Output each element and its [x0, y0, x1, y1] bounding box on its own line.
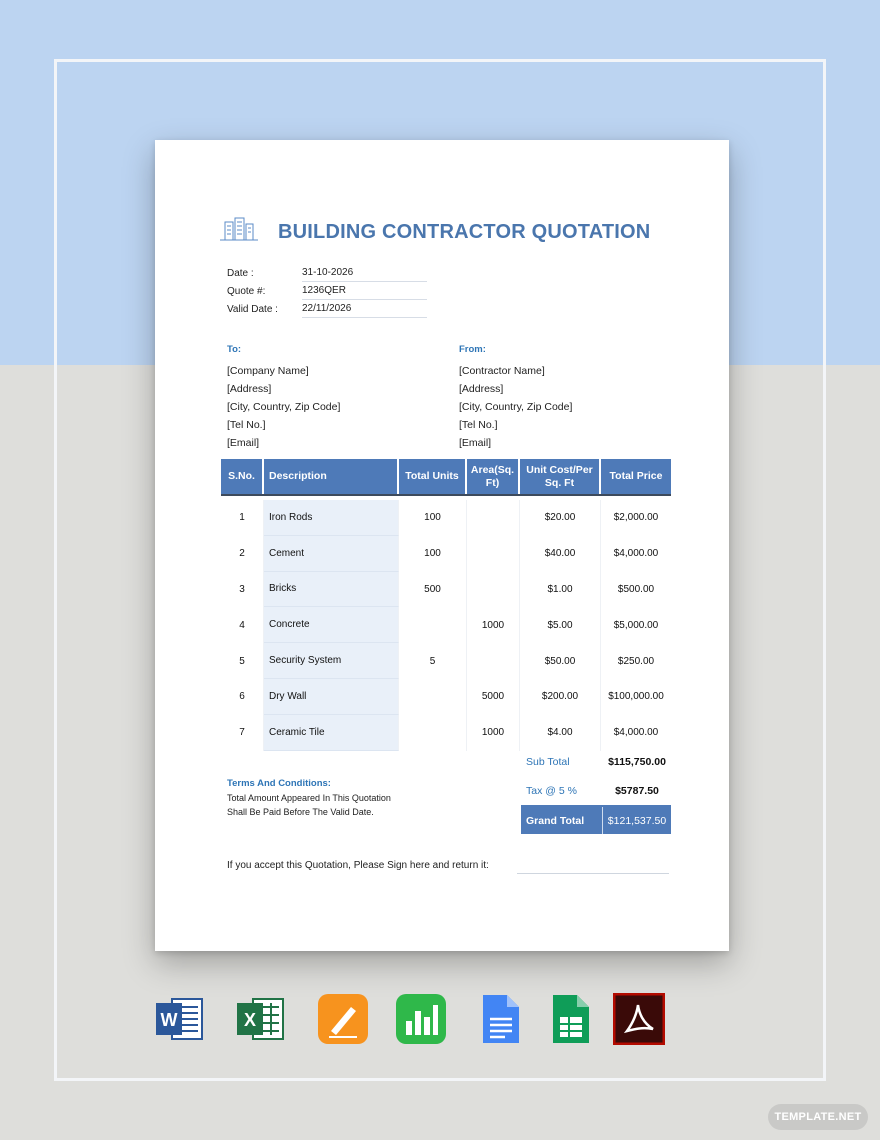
cell-total-units	[399, 715, 467, 751]
cell-sno: 1	[221, 500, 264, 536]
cell-sno: 4	[221, 607, 264, 643]
cell-total-price: $4,000.00	[613, 727, 659, 739]
cell-unit-cost: $5.00	[520, 607, 601, 643]
recipient-line: [Email]	[227, 437, 260, 449]
signature-line	[517, 873, 669, 874]
tax-label: Tax @ 5 %	[526, 784, 577, 797]
cell-unit-cost: $4.00	[520, 715, 601, 751]
cell-description: Security System	[264, 643, 399, 679]
cell-unit-cost: $1.00	[520, 572, 601, 608]
meta-label: Date :	[227, 267, 254, 279]
cell-description: Iron Rods	[264, 500, 399, 536]
document-title: BUILDING CONTRACTOR QUOTATION	[278, 221, 651, 243]
cell-description: Bricks	[264, 572, 399, 608]
quote-meta	[227, 264, 427, 318]
sender-line: [Contractor Name]	[459, 365, 545, 377]
google-docs-icon[interactable]	[475, 993, 527, 1045]
col-header-area: Area(Sq. Ft)	[467, 459, 520, 494]
meta-value: 1236QER	[302, 282, 427, 300]
grand-total-row	[521, 805, 671, 834]
col-header-description: Description	[264, 459, 399, 494]
table-body	[221, 500, 671, 751]
col-header-unit-cost: Unit Cost/Per Sq. Ft	[520, 459, 601, 494]
cell-area	[467, 500, 520, 536]
table-row	[221, 607, 671, 643]
meta-value: 31-10-2026	[302, 264, 427, 282]
cell-area	[467, 536, 520, 572]
google-sheets-icon[interactable]	[545, 993, 597, 1045]
sender-heading: From:	[459, 344, 486, 355]
terms-block	[227, 777, 391, 819]
table-row	[221, 679, 671, 715]
signature-prompt: If you accept this Quotation, Please Sign here and return it:	[227, 860, 489, 871]
recipient-heading: To:	[227, 344, 242, 355]
svg-text:W: W	[160, 1010, 178, 1030]
cell-total-units: 100	[399, 500, 467, 536]
meta-row-quote-number	[227, 282, 427, 300]
table-row	[221, 572, 671, 608]
items-table	[221, 459, 671, 751]
pages-icon[interactable]	[317, 993, 369, 1045]
cell-total-units: 100	[399, 536, 467, 572]
recipient-block	[227, 344, 340, 452]
recipient-line: [Tel No.]	[227, 419, 266, 431]
grand-total-label: Grand Total	[521, 807, 603, 834]
subtotal-value: $115,750.00	[608, 755, 666, 768]
cell-total-price: $500.00	[617, 583, 655, 595]
cell-sno: 2	[221, 536, 264, 572]
terms-line: Total Amount Appeared In This Quotation	[227, 793, 391, 803]
word-icon[interactable]	[154, 993, 206, 1045]
quotation-document	[155, 140, 729, 951]
cell-total-units	[399, 607, 467, 643]
table-row	[221, 536, 671, 572]
cell-area: 1000	[467, 607, 520, 643]
subtotal-row	[521, 747, 671, 776]
cell-description: Ceramic Tile	[264, 715, 399, 751]
cell-total-price: $5,000.00	[613, 619, 659, 631]
cell-total-price: $100,000.00	[608, 691, 664, 703]
meta-label: Quote #:	[227, 285, 266, 297]
sender-line: [Email]	[459, 437, 492, 449]
sender-block	[459, 344, 572, 452]
table-row	[221, 500, 671, 536]
meta-value: 22/11/2026	[302, 300, 427, 318]
building-logo-icon	[219, 214, 259, 244]
terms-heading: Terms And Conditions:	[227, 778, 331, 789]
cell-description: Dry Wall	[264, 679, 399, 715]
table-row	[221, 715, 671, 751]
col-header-sno: S.No.	[221, 459, 264, 494]
cell-sno: 6	[221, 679, 264, 715]
tax-row	[521, 776, 671, 805]
acrobat-icon[interactable]	[613, 993, 665, 1045]
subtotal-label: Sub Total	[526, 755, 570, 768]
excel-icon[interactable]	[235, 993, 287, 1045]
cell-sno: 7	[221, 715, 264, 751]
svg-text:X: X	[243, 1010, 257, 1030]
cell-description: Cement	[264, 536, 399, 572]
numbers-icon[interactable]	[395, 993, 447, 1045]
meta-label: Valid Date :	[227, 303, 278, 315]
cell-area	[467, 643, 520, 679]
col-header-total-units: Total Units	[399, 459, 467, 494]
cell-area: 1000	[467, 715, 520, 751]
meta-row-valid-date	[227, 300, 427, 318]
recipient-line: [Address]	[227, 383, 272, 395]
grand-total-value: $121,537.50	[607, 814, 667, 827]
cell-total-price: $2,000.00	[613, 512, 659, 524]
cell-unit-cost: $200.00	[520, 679, 601, 715]
cell-total-price: $250.00	[617, 655, 655, 667]
cell-unit-cost: $50.00	[520, 643, 601, 679]
cell-total-units: 5	[399, 643, 467, 679]
terms-line: Shall Be Paid Before The Valid Date.	[227, 807, 374, 817]
cell-total-units	[399, 679, 467, 715]
cell-total-price: $4,000.00	[613, 548, 659, 560]
table-row	[221, 643, 671, 679]
sender-line: [Tel No.]	[459, 419, 498, 431]
watermark-badge: TEMPLATE.NET	[768, 1104, 868, 1130]
meta-row-date	[227, 264, 427, 282]
cell-unit-cost: $20.00	[520, 500, 601, 536]
cell-sno: 3	[221, 572, 264, 608]
recipient-line: [Company Name]	[227, 365, 309, 377]
table-header	[221, 459, 671, 496]
cell-description: Concrete	[264, 607, 399, 643]
cell-unit-cost: $40.00	[520, 536, 601, 572]
recipient-line: [City, Country, Zip Code]	[227, 401, 341, 413]
sender-line: [Address]	[459, 383, 504, 395]
col-header-total-price: Total Price	[601, 459, 671, 494]
cell-area: 5000	[467, 679, 520, 715]
sender-line: [City, Country, Zip Code]	[459, 401, 573, 413]
cell-sno: 5	[221, 643, 264, 679]
format-icons-row	[0, 993, 880, 1047]
cell-area	[467, 572, 520, 608]
cell-total-units: 500	[399, 572, 467, 608]
totals-block	[521, 747, 671, 834]
tax-value: $5787.50	[615, 784, 659, 797]
